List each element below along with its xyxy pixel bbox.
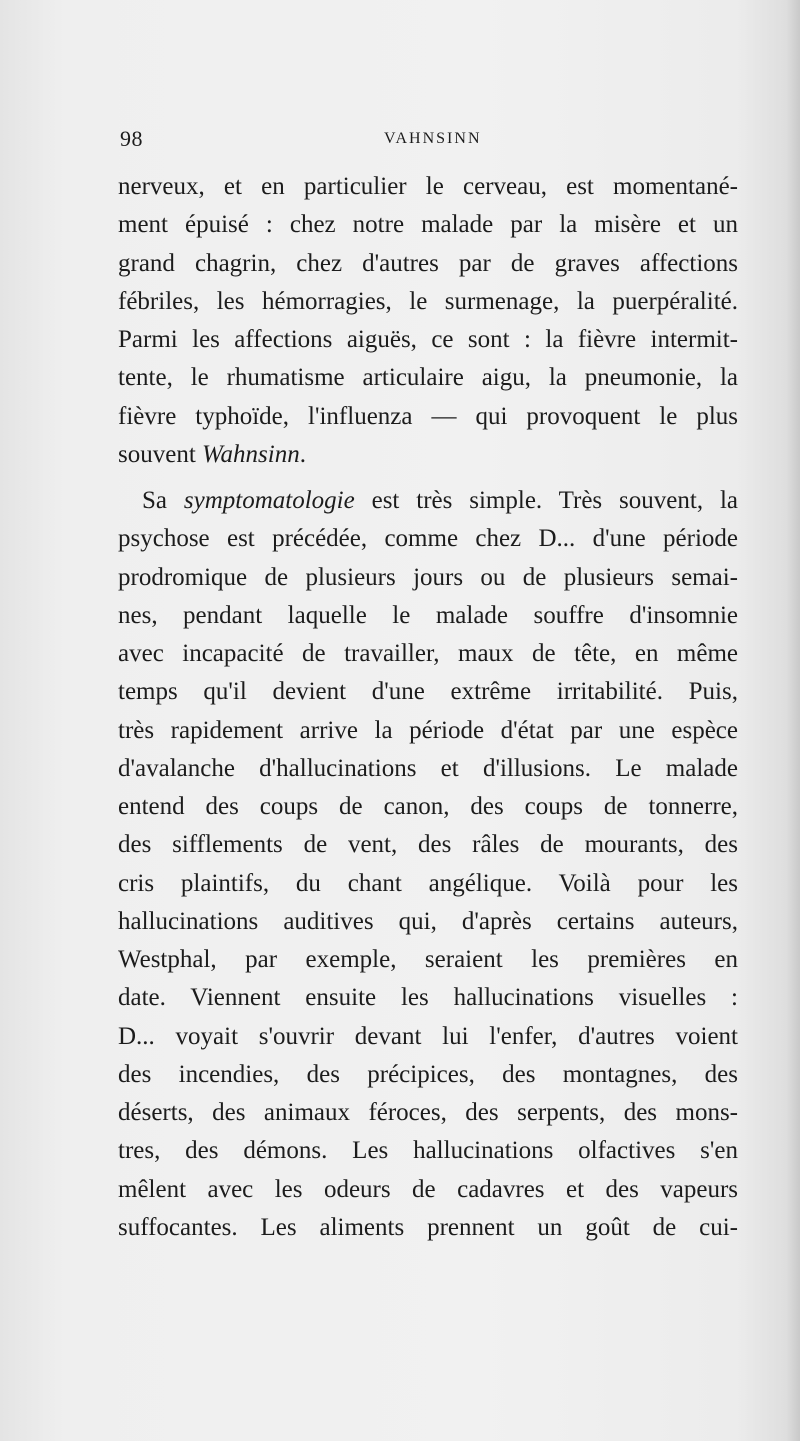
text-line: des sifflements de vent, des râles de mourants, des bbox=[118, 831, 738, 859]
text-line: ment épuisé : chez notre malade par la misère et un bbox=[118, 211, 738, 239]
text-line: suffocantes. Les aliments prennent un goût de cui- bbox=[118, 1213, 738, 1241]
text-line bbox=[118, 436, 738, 474]
text-line: date. Viennent ensuite les hallucinations visuelles : bbox=[118, 984, 738, 1012]
text-line: hallucinations auditives qui, d'après certains auteurs, bbox=[118, 907, 738, 935]
text-line: fièvre typhoïde, l'influenza — qui provoquent le plus bbox=[118, 402, 738, 430]
italic-term: Wahnsinn bbox=[202, 440, 300, 468]
text-line: D... voyait s'ouvrir devant lui l'enfer, d'autres voient bbox=[118, 1022, 738, 1050]
text-segment: est très simple. Très souvent, la bbox=[354, 487, 738, 514]
text-line: tres, des démons. Les hallucinations olfactives s'en bbox=[118, 1137, 738, 1165]
text-line: déserts, des animaux féroces, des serpents, des mons- bbox=[118, 1099, 738, 1126]
text-segment: Sa bbox=[142, 487, 184, 514]
text-line: avec incapacité de travailler, maux de tête, en même bbox=[118, 640, 738, 667]
text-line: grand chagrin, chez d'autres par de graves affections bbox=[118, 249, 738, 277]
text-line: mêlent avec les odeurs de cadavres et des vapeurs bbox=[118, 1175, 738, 1203]
text-line: fébriles, les hémorragies, le surmenage, la puerpéralité. bbox=[118, 287, 738, 315]
text-line: tente, le rhumatisme articulaire aigu, la pneumonie, la bbox=[118, 364, 738, 392]
text-line: psychose est précédée, comme chez D... d'une période bbox=[118, 525, 738, 553]
text-line: prodromique de plusieurs jours ou de plusieurs semai- bbox=[118, 563, 738, 591]
text-segment: souvent bbox=[118, 440, 203, 468]
body-text bbox=[118, 168, 738, 1247]
text-line: des incendies, des précipices, des montagnes, des bbox=[118, 1060, 738, 1088]
text-line: entend des coups de canon, des coups de tonnerre, bbox=[118, 793, 738, 820]
text-segment: . bbox=[299, 440, 306, 468]
text-line: Westphal, par exemple, seraient les premières en bbox=[118, 946, 738, 973]
text-line bbox=[118, 482, 738, 520]
text-line: d'avalanche d'hallucinations et d'illusions. Le malade bbox=[118, 754, 738, 782]
page-number: 98 bbox=[120, 126, 143, 151]
italic-term: symptomatologie bbox=[183, 487, 355, 514]
page-header bbox=[120, 126, 720, 156]
text-line: très rapidement arrive la période d'état par une espèce bbox=[118, 716, 738, 744]
text-line: nes, pendant laquelle le malade souffre d'insomnie bbox=[118, 601, 738, 629]
paragraph-1 bbox=[118, 168, 738, 474]
running-head: VAHNSINN bbox=[384, 130, 482, 147]
text-line: temps qu'il devient d'une extrême irritabilité. Puis, bbox=[118, 678, 738, 706]
page-edge-shadow bbox=[786, 0, 800, 1441]
paragraph-2 bbox=[118, 482, 738, 1247]
text-line: cris plaintifs, du chant angélique. Voilà pour les bbox=[118, 869, 738, 897]
text-line: nerveux, et en particulier le cerveau, est momentané- bbox=[118, 173, 738, 200]
text-line: Parmi les affections aiguës, ce sont : la fièvre intermit- bbox=[118, 326, 738, 353]
